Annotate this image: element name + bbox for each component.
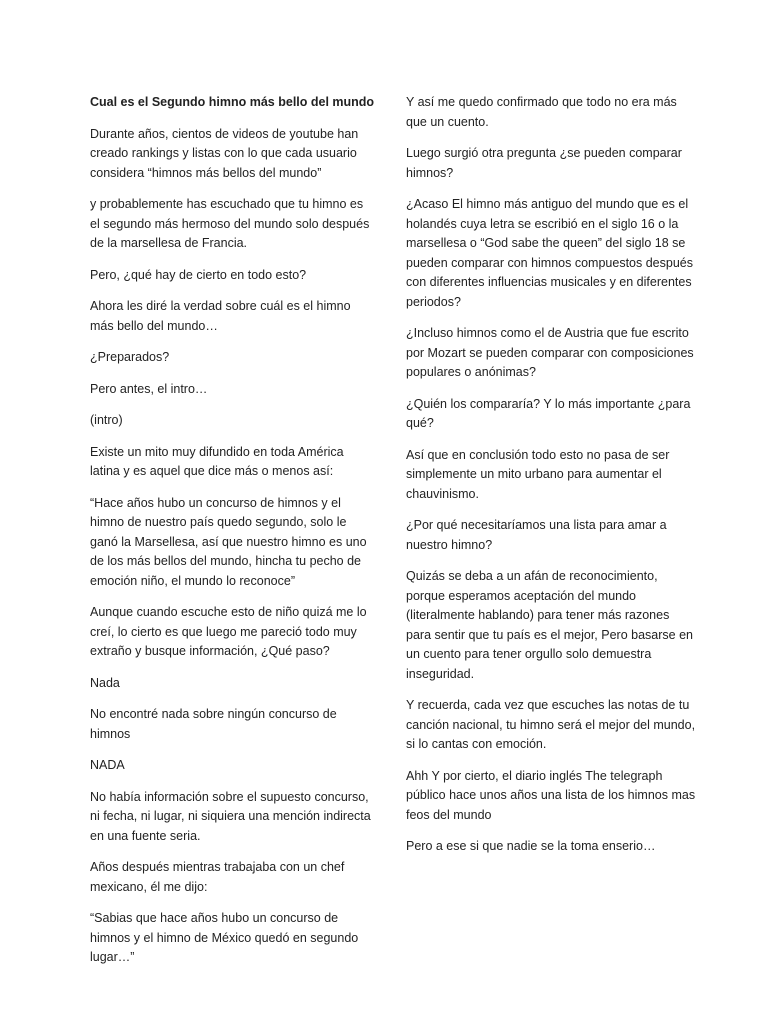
paragraph: ¿Incluso himnos como el de Austria que fue escrito por Mozart se pueden comparar con composiciones populares o anónimas? (406, 326, 694, 379)
paragraph: Aunque cuando escuche esto de niño quizá me lo creí, lo cierto es que luego me pareció todo muy extraño y busque información, ¿Qué paso? (90, 605, 367, 658)
paragraph: “Sabias que hace años hubo un concurso de himnos y el himno de México quedó en segundo lugar…” (90, 911, 359, 964)
document-title: Cual es el Segundo himno más bello del mundo (90, 95, 375, 109)
paragraph: Ahh Y por cierto, el diario inglés The telegraph público hace unos años una lista de los himnos mas feos del mundo (406, 768, 696, 822)
paragraph: (intro) (90, 413, 123, 427)
paragraph: ¿Por qué necesitaríamos una lista para amar a nuestro himno? (406, 518, 667, 552)
paragraph: Existe un mito muy difundido en toda América latina y es aquel que dice más o menos así: (90, 444, 344, 478)
left-column (90, 93, 376, 980)
paragraph: Pero, ¿qué hay de cierto en todo esto? (90, 267, 307, 282)
paragraph: Y así me quedo confirmado que todo no era más que un cuento. (406, 95, 677, 129)
right-column (406, 93, 696, 869)
paragraph: Ahora les diré la verdad sobre cuál es el himno más bello del mundo… (90, 299, 351, 333)
paragraph: Pero a ese si que nadie se la toma enserio… (406, 839, 656, 853)
paragraph: Nada (90, 675, 120, 690)
paragraph: Así que en conclusión todo esto no pasa de ser simplemente un mito urbano para aumentar el chauvinismo. (406, 447, 670, 501)
paragraph: Años después mientras trabajaba con un chef mexicano, él me dijo: (90, 860, 345, 894)
paragraph: Luego surgió otra pregunta ¿se pueden comparar himnos? (406, 146, 682, 180)
paragraph: “Hace años hubo un concurso de himnos y el himno de nuestro país quedo segundo, solo le ganó la Marsellesa, así que nuestro himno es uno de los más bellos del mundo, hincha tu pecho de emoción niño, el mundo lo reconoce” (90, 495, 367, 588)
paragraph: Pero antes, el intro… (90, 381, 208, 396)
paragraph: y probablemente has escuchado que tu himno es el segundo más hermoso del mundo solo después de la marsellesa de Francia. (90, 197, 370, 250)
paragraph: Quizás se deba a un afán de reconocimiento, porque esperamos aceptación del mundo (literalmente hablando) para tener más razones para sentir que tu país es el mejor, Pero basarse en un cuento para tener orgullo solo demuestra inseguridad. (406, 569, 693, 681)
paragraph: ¿Quién los compararía? Y lo más importante ¿para qué? (406, 396, 691, 430)
paragraph: ¿Acaso El himno más antiguo del mundo que es el holandés cuya letra se escribió en el siglo 16 o la marsellesa o “God sabe the queen” del siglo 18 se pueden comparar con himnos compuestos después con diferentes influencias musicales y en diferentes periodos? (406, 197, 693, 309)
paragraph: NADA (90, 758, 125, 772)
paragraph: No encontré nada sobre ningún concurso de himnos (90, 707, 337, 741)
paragraph: ¿Preparados? (90, 350, 170, 364)
paragraph: Y recuerda, cada vez que escuches las notas de tu canción nacional, tu himno será el mejor del mundo, si lo cantas con emoción. (406, 698, 696, 751)
paragraph: No había información sobre el supuesto concurso, ni fecha, ni lugar, ni siquiera una mención indirecta en una fuente seria. (90, 789, 371, 843)
paragraph: Durante años, cientos de videos de youtube han creado rankings y listas con lo que cada usuario considera “himnos más bellos del mundo” (90, 126, 359, 180)
